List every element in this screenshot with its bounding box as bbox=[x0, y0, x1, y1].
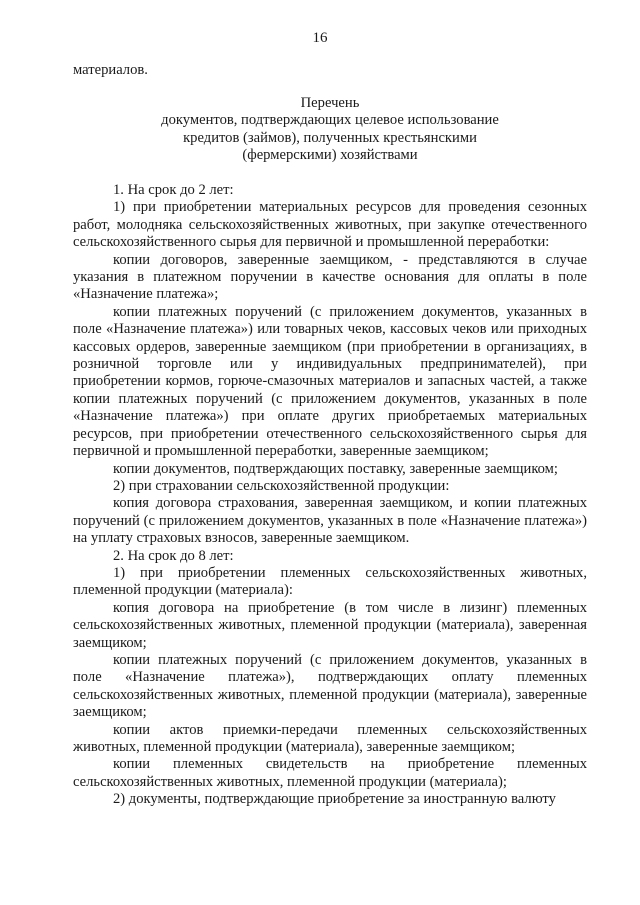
body-paragraph: копия договора на приобретение (в том числе в лизинг) племенных сельскохозяйственных животных, племенной продукции (материала), заверенная заемщиком; bbox=[73, 599, 587, 651]
body-paragraph: 1) при приобретении материальных ресурсов для проведения сезонных работ, молодняка сельскохозяйственных животных, при закупке отечественного сельскохозяйственного сырья для первичной и промышленной переработки: bbox=[73, 199, 587, 251]
section-heading: 2. На срок до 8 лет: bbox=[113, 547, 234, 564]
continuation-block bbox=[73, 62, 587, 79]
title-line: документов, подтверждающих целевое использование bbox=[161, 112, 499, 129]
body-paragraph: копии платежных поручений (с приложением документов, указанных в поле «Назначение платежа») или товарных чеков, кассовых чеков или приходных кассовых ордеров, заверенные заемщиком (при приобретении в организациях, в розничной торговле или у индивидуальных предпринимателей), при приобретении кормов, горюче-смазочных материалов и запасных частей, а также копии платежных поручений (с приложением документов, указанных в поле «Назначение платежа») при оплате других приобретаемых материальных ресурсов, при приобретении отечественного сельскохозяйственного сырья для первичной и промышленной переработки, заверенные заемщиком; bbox=[73, 303, 587, 460]
body-paragraph: копии договоров, заверенные заемщиком, - представляются в случае указания в платежном поручении в качестве основания для оплаты в поле «Назначение платежа»; bbox=[73, 251, 587, 303]
body-paragraph: копии племенных свидетельств на приобретение племенных сельскохозяйственных животных, племенной продукции (материала); bbox=[73, 756, 587, 790]
document-title bbox=[73, 95, 587, 165]
body-paragraph: копии актов приемки-передачи племенных сельскохозяйственных животных, племенной продукции (материала), заверенные заемщиком; bbox=[73, 721, 587, 755]
section-heading: 1. На срок до 2 лет: bbox=[113, 182, 234, 198]
continuation-line: материалов. bbox=[73, 62, 148, 78]
title-line: Перечень bbox=[300, 95, 360, 111]
title-line: кредитов (займов), полученных крестьянскими bbox=[183, 129, 477, 146]
page-number: 16 bbox=[312, 30, 328, 46]
body-paragraph: копия договора страхования, заверенная заемщиком, и копии платежных поручений (с приложением документов, указанных в поле «Назначение платежа») на уплату страховых взносов, заверенные заемщиком. bbox=[73, 495, 587, 547]
title-line: (фермерскими) хозяйствами bbox=[242, 147, 418, 164]
body-paragraph: 1) при приобретении племенных сельскохозяйственных животных, племенной продукции (материала): bbox=[73, 564, 587, 599]
body-paragraph: копии платежных поручений (с приложением документов, указанных в поле «Назначение платежа»), подтверждающих оплату племенных сельскохозяйственных животных, племенной продукции (материала), заверенные заемщиком; bbox=[73, 651, 587, 721]
document-body bbox=[73, 182, 587, 809]
body-paragraph: 2) при страховании сельскохозяйственной продукции: bbox=[113, 477, 450, 494]
body-paragraph: 2) документы, подтверждающие приобретение за иностранную валюту bbox=[113, 791, 556, 808]
body-paragraph: копии документов, подтверждающих поставку, заверенные заемщиком; bbox=[113, 460, 558, 477]
